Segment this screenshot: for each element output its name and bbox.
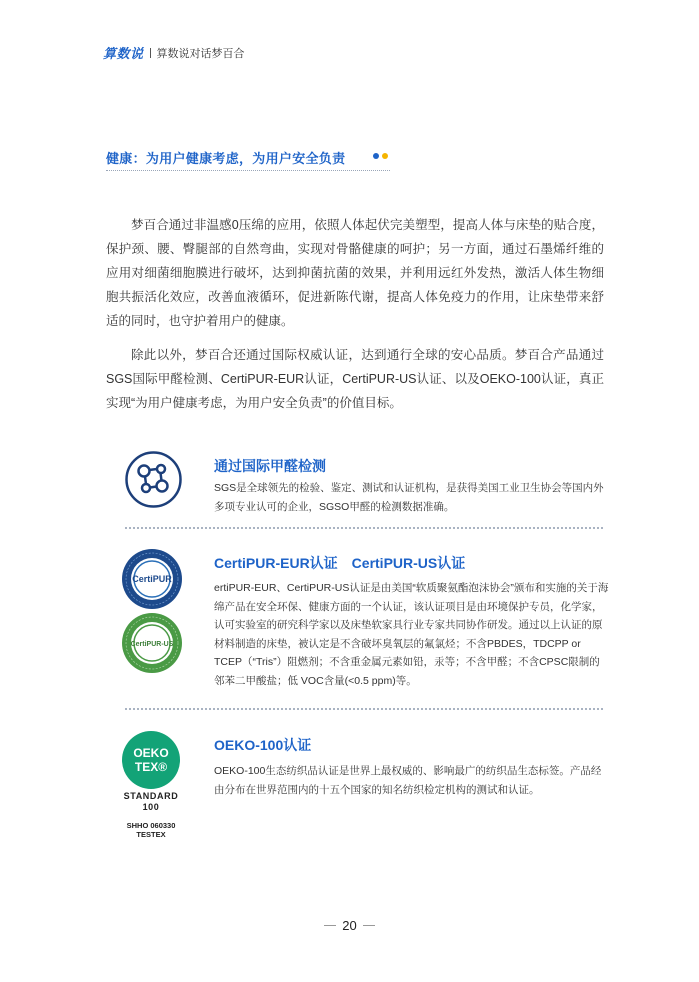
page-number-rule-right [363,925,375,926]
paragraph-health: 梦百合通过非温感0压绵的应用，依照人体起伏完美塑型，提高人体与床垫的贴合度，保护颈、腰、臀腿部的自然弯曲，实现对骨骼健康的呵护；另一方面，通过石墨烯纤维的应用对细菌细胞膜进行破坏，达到抑菌抗菌的效果，并利用远红外发热，激活人体生物细胞共振活化效应，改善血液循环，促进新陈代谢，提高人体免疫力的作用，让床垫带来舒适的同时，也守护着用户的健康。 [106,218,604,328]
certipur-us-label: CertiPUR-US [130,641,174,648]
page-number-value: 20 [342,918,357,933]
cert-sgs-desc: SGS是全球领先的检验、鉴定、测试和认证机构，是获得美国工业卫生协会等国内外多项专业认可的企业，SGSO甲醛的检测数据准确。 [214,482,604,513]
oeko-standard-label: STANDARD [123,791,179,801]
paragraph-certification: 除此以外，梦百合还通过国际权威认证，达到通行全球的安心品质。梦百合产品通过SGS国际甲醛检测、CertiPUR-EUR认证，CertiPUR-US认证、以及OEKO-100认证，真正实现“为用户健康考虑，为用户安全负责”的价值目标。 [106,348,604,410]
cert-oeko-desc: OEKO-100生态纺织品认证是世界上最权威的、影响最广的纺织品生态标签。产品经由分布在世界范围内的十五个国家的知名纺织检定机构的测试和认证。 [214,765,602,796]
cert-certipur-desc: ertiPUR-EUR、CertiPUR-US认证是由美国“软质聚氨酯泡沫协会”颁布和实施的关于海绵产品在安全环保、健康方面的一个认证，该认证项目是由环境保护专员，化学家，认可实验室的研究科学家以及床垫软家具行业专家共同协作研发。通过以上认证的原材料制造的床垫，被认定是不含破坏臭氧层的氟氯烃；不含PBDES，TDCPP or TCEP（“Tris”）阻燃剂；不含重金属元素如铅，汞等；不含甲醛；不含CPSC限制的邻苯二甲酸盐；低 VOC含量(<0.5 ppm)等。 [214,582,609,687]
oeko-line1: OEKO [133,746,169,760]
oeko-tex-badge-icon [121,730,181,790]
header-separator [150,48,151,58]
oeko-standard [120,791,182,813]
oeko-standard-number: 100 [142,802,160,812]
page-number-rule-left [324,925,336,926]
oeko-code [112,821,190,839]
cert-certipur-title: CertiPUR-EUR认证 CertiPUR-US认证 [214,555,466,571]
blue-dot-icon [373,153,379,159]
cert-sgs-title: 通过国际甲醛检测 [214,458,326,474]
header-subtitle: 算数说对话梦百合 [156,47,245,60]
divider [125,708,603,710]
oeko-code-line2: TESTEX [136,830,166,839]
page-header [103,43,245,62]
certipur-us-badge-icon [121,612,183,674]
section-title: 健康：为用户健康考虑，为用户安全负责 [106,151,346,166]
page-number [0,918,699,933]
brand-logo: 算数说 [103,46,144,61]
oeko-code-line1: SHHO 060330 [126,821,176,830]
certipur-eur-badge-icon [121,548,183,610]
title-underline [106,170,390,171]
molecule-icon [124,450,183,509]
certipur-eur-label: CertiPUR [132,574,172,584]
yellow-dot-icon [382,153,388,159]
oeko-line2: TEX® [134,760,168,774]
divider [125,527,603,529]
title-dots [373,153,388,159]
cert-oeko-title: OEKO-100认证 [214,737,312,753]
